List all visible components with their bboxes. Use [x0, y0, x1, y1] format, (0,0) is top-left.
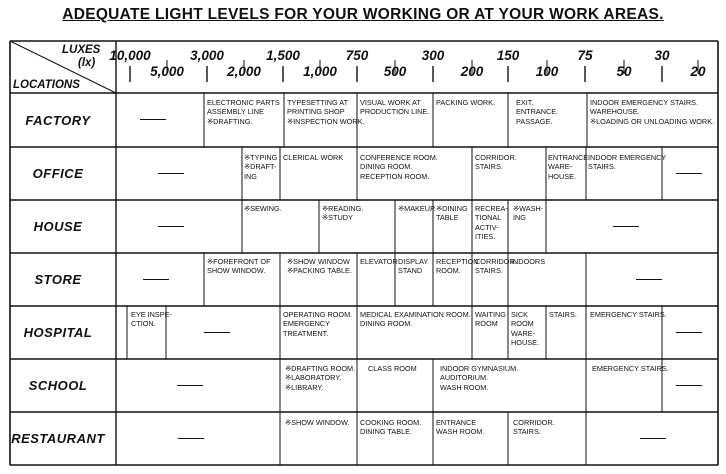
location-label: OFFICE — [32, 166, 84, 181]
not-applicable-dash — [676, 173, 702, 174]
cell-text — [244, 204, 282, 213]
cell-text-line: STAIRS. — [475, 266, 503, 276]
cell-text-line: ※LIBRARY. — [285, 382, 324, 392]
cell-text-line: ROOM. — [436, 266, 461, 276]
cell-text — [436, 418, 484, 437]
cell-text-line: ASSEMBLY LINE — [207, 107, 264, 117]
cell-text-line: STAIRS. — [513, 427, 541, 437]
lux-value-upper: 1,500 — [266, 48, 300, 63]
cell-text — [436, 257, 479, 276]
cell-text-line: SICK — [511, 310, 529, 319]
cell-text-line: ING — [244, 171, 257, 181]
not-applicable-dash — [676, 385, 702, 386]
cell-text — [244, 153, 277, 181]
cell-text-line: RECEPTION — [436, 257, 479, 266]
cell-text-line: PRODUCTION LINE. — [360, 107, 430, 117]
cell-text-line: ING — [513, 213, 526, 223]
cell-text — [440, 364, 518, 392]
cell-text-line: ※INSPECTION WORK. — [287, 116, 365, 126]
cell-text — [287, 98, 364, 126]
cell-text-line: PACKING WORK. — [436, 98, 496, 107]
cell-text-line: ※READING. — [322, 204, 364, 213]
lux-value-lower: 500 — [383, 64, 407, 79]
cell-text-line: ※LOADING OR UNLOADING WORK. — [590, 116, 715, 126]
not-applicable-dash — [640, 438, 666, 439]
not-applicable-dash — [676, 332, 702, 333]
cell-text — [511, 310, 539, 348]
cell-text-line: HOUSE. — [548, 171, 576, 181]
lux-value-lower: 100 — [535, 64, 559, 79]
cell-text-line: EMERGENCY STAIRS. — [590, 310, 667, 319]
cell-text-line: CLERICAL WORK — [283, 153, 344, 162]
cell-text-line: RECREA- — [475, 204, 508, 213]
cell-text — [516, 98, 558, 126]
cell-text-line: ※SEWING. — [244, 204, 282, 213]
cell-text-line: PRINTING SHOP — [287, 107, 345, 117]
location-label: FACTORY — [25, 112, 91, 128]
cell-text-line: AUDITORIUM. — [440, 373, 489, 383]
cell-text-line: CONFERENCE ROOM. — [360, 153, 438, 162]
not-applicable-dash — [613, 226, 639, 227]
cell-text-line: STAIRS. — [588, 162, 616, 172]
cell-text-line: MEDICAL EXAMINATION ROOM. — [360, 310, 471, 319]
lux-value-lower: 5,000 — [150, 64, 184, 79]
cell-text-line: ※FOREFRONT OF — [207, 257, 271, 266]
unit-label: LUXES — [62, 44, 101, 56]
cell-text-line: WARE- — [548, 162, 573, 172]
cell-text-line: CTION. — [131, 319, 156, 329]
cell-text-line: WAREHOUSE. — [590, 107, 640, 117]
cell-text-line: INDOOR EMERGENCY STAIRS. — [590, 98, 698, 107]
cell-text-line: COOKING ROOM. — [360, 418, 422, 427]
lux-value-upper: 150 — [496, 48, 520, 63]
cell-text-line: VISUAL WORK AT — [360, 98, 421, 107]
cell-text — [590, 98, 714, 126]
not-applicable-dash — [140, 119, 166, 120]
not-applicable-dash — [178, 438, 204, 439]
cell-text-line: DINING TABLE. — [360, 427, 413, 437]
location-label: STORE — [34, 272, 82, 287]
cell-text-line: ※MAKEUP. — [398, 204, 437, 213]
cell-text — [283, 310, 352, 338]
cell-text — [287, 257, 352, 276]
cell-text-line: ENTRANCE — [548, 153, 589, 162]
location-label: HOUSE — [33, 219, 83, 234]
cell-text-line: DINING ROOM. — [360, 319, 413, 329]
not-applicable-dash — [636, 279, 662, 280]
cell-text-line: TREATMENT. — [283, 328, 329, 338]
lux-value-upper: 30 — [654, 48, 670, 63]
cell-text — [548, 153, 588, 181]
cell-text — [592, 364, 669, 373]
cell-text-line: OPERATING ROOM. — [283, 310, 353, 319]
cell-text-line: TIONAL — [475, 213, 502, 223]
cell-text — [590, 310, 667, 319]
not-applicable-dash — [143, 279, 169, 280]
cell-text-line: WARE- — [511, 328, 536, 338]
cell-text-line: ROOM — [475, 319, 498, 329]
cell-text-line: ITIES. — [475, 232, 496, 242]
cell-text-line: ROOM — [511, 319, 534, 329]
cell-text-line: INDOOR EMERGENCY — [588, 153, 667, 162]
cell-text — [513, 204, 543, 223]
cell-text — [285, 418, 349, 427]
cell-text-line: TYPESETTING AT — [287, 98, 349, 107]
cell-text — [398, 204, 436, 213]
cell-text-line: PASSAGE. — [516, 116, 553, 126]
cell-text — [360, 418, 421, 437]
lux-value-lower: 2,000 — [227, 64, 261, 79]
locations-label: LOCATIONS — [13, 79, 80, 91]
cell-text-line: INDOORS — [511, 257, 546, 266]
cell-text-line: ELEVATOR — [360, 257, 398, 266]
lux-value-upper: 300 — [421, 48, 445, 63]
cell-text-line: ELECTRONIC PARTS — [207, 98, 280, 107]
location-label: RESTAURANT — [11, 431, 105, 446]
cell-text-line: ※SHOW WINDOW — [287, 257, 350, 266]
cell-text-line: ENTRANCE. — [516, 107, 559, 117]
unit-abbrev: (lx) — [78, 57, 96, 69]
cell-text — [207, 257, 271, 276]
cell-text — [368, 364, 417, 373]
cell-text-line: DISPLAY — [398, 257, 429, 266]
cell-text-line: ※DRAFT- — [244, 162, 277, 172]
page-title: ADEQUATE LIGHT LEVELS FOR YOUR WORKING OR AT YOUR WORK AREAS. — [62, 6, 664, 23]
cell-text-line: EMERGENCY — [283, 319, 331, 329]
cell-text-line: ※SHOW WINDOW. — [285, 418, 350, 427]
cell-text — [436, 204, 468, 223]
cell-text-line: EXIT. — [516, 98, 534, 107]
cell-text-line: CLASS ROOM — [368, 364, 417, 373]
cell-text — [285, 364, 355, 392]
cell-text-line: EMERGENCY STAIRS. — [592, 364, 669, 373]
cell-text — [131, 310, 172, 329]
cell-text-line: CORRIDOR. — [475, 153, 517, 162]
lux-value-upper: 75 — [577, 48, 593, 63]
cell-text-line: WASH ROOM. — [436, 427, 485, 437]
cell-text-line: HOUSE. — [511, 338, 539, 348]
cell-text — [513, 418, 555, 437]
cell-text-line: ※DRAFTING ROOM. — [285, 364, 356, 373]
cell-text-line: STAND — [398, 266, 423, 276]
cell-text — [511, 257, 545, 266]
cell-text — [360, 98, 429, 117]
not-applicable-dash — [204, 332, 230, 333]
cell-text-line: ※PACKING TABLE. — [287, 266, 352, 276]
lux-value-lower: 50 — [616, 64, 632, 79]
cell-text-line: ※DRAFTING. — [207, 116, 253, 126]
cell-text — [475, 310, 506, 329]
lux-value-lower: 1,000 — [303, 64, 337, 79]
location-label: HOSPITAL — [23, 325, 93, 340]
cell-text-line: TABLE — [436, 213, 459, 223]
cell-text — [436, 98, 495, 107]
location-label: SCHOOL — [28, 378, 88, 393]
not-applicable-dash — [158, 173, 184, 174]
cell-text — [360, 310, 471, 329]
cell-text — [475, 204, 508, 242]
cell-text — [549, 310, 577, 319]
not-applicable-dash — [158, 226, 184, 227]
cell-text — [207, 98, 280, 126]
cell-text-line: ※LABORATORY. — [285, 373, 342, 383]
cell-text-line: STAIRS. — [549, 310, 577, 319]
cell-text-line: ※WASH- — [513, 204, 544, 213]
cell-text — [398, 257, 428, 276]
cell-text — [588, 153, 666, 172]
cell-text — [360, 153, 438, 181]
cell-text-line: WASH ROOM. — [440, 382, 489, 392]
cell-text — [283, 153, 343, 162]
cell-text-line: STAIRS. — [475, 162, 503, 172]
cell-text-line: ENTRANCE — [436, 418, 477, 427]
cell-text — [360, 257, 398, 266]
cell-text-line: DINING ROOM. — [360, 162, 413, 172]
cell-text-line: CORRIDOR. — [513, 418, 555, 427]
cell-text-line: ※TYPING — [244, 153, 278, 162]
cell-text-line: WAITING — [475, 310, 506, 319]
cell-text-line: ACTIV- — [475, 222, 499, 232]
cell-text-line: EYE INSPE- — [131, 310, 172, 319]
cell-text — [475, 153, 517, 172]
lux-value-lower: 20 — [690, 64, 706, 79]
cell-text-line: ※STUDY — [322, 213, 353, 223]
cell-text-line: SHOW WINDOW. — [207, 266, 266, 276]
cell-text-line: ※DINING — [436, 204, 468, 213]
lux-value-upper: 3,000 — [190, 48, 224, 63]
cell-text-line: INDOOR GYMNASIUM. — [440, 364, 519, 373]
lux-value-lower: 200 — [460, 64, 484, 79]
cell-text-line: CORRIDOR. — [475, 257, 517, 266]
lux-value-upper: 750 — [345, 48, 369, 63]
cell-text — [322, 204, 363, 223]
lux-value-upper: 10,000 — [109, 48, 151, 63]
not-applicable-dash — [177, 385, 203, 386]
cell-text-line: RECEPTION ROOM. — [360, 171, 430, 181]
